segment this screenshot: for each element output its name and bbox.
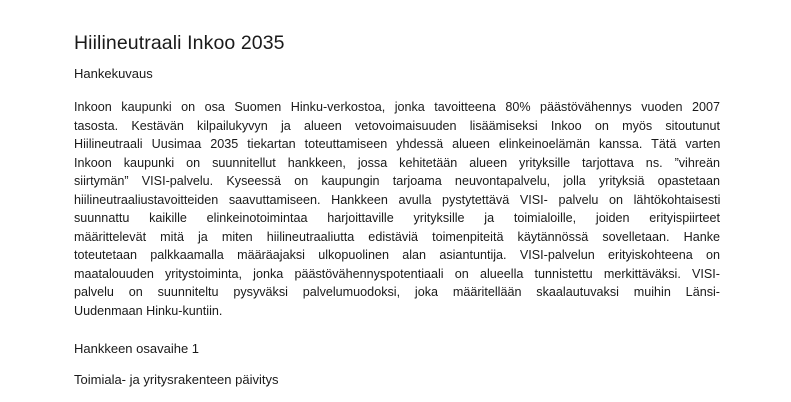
paragraph-line: tasosta. Kestävän kilpailukyvyn ja alueen vetovoimaisuuden lisäämiseksi Inkoo on myös sitoutunut [74, 118, 720, 133]
paragraph-line: Uudenmaan Hinku-kuntiin. [74, 303, 223, 318]
paragraph-line: toteutetaan palkkaamalla määräajaksi ulkopuolinen alan asiantuntija. VISI-palvelun erityiskohteena on [74, 248, 720, 262]
paragraph-line: maatalouuden yritystoiminta, jonka päästövähennyspotentiaali on alueella tunnistettu merkittäväksi. VISI- [74, 266, 720, 281]
paragraph-line: hiilineutraaliustavoitteiden saavuttamiseen. Hankkeen avulla pystytettävä VISI- palvelu on lähtökohtaisesti [74, 192, 721, 207]
paragraph-line: suunnattu kaikille elinkeinotoimintaa harjoittaville yrityksille ja toimialoille, joiden erityispiirteet [74, 211, 720, 225]
document-title: Hiilineutraali Inkoo 2035 [74, 32, 285, 54]
paragraph-line: määrittelevät mitä ja miten hiilineutraaliutta edistäviä toimenpiteitä käytännössä sovelletaan. Hanke [74, 229, 720, 244]
body-paragraph [74, 98, 720, 320]
paragraph-line: siirtymän” VISI-palvelu. Kyseessä on kaupungin tarjoama neuvontapalvelu, jolla yrityksiä opastetaan [74, 174, 720, 188]
paragraph-line: Inkoon kaupunki on osa Suomen Hinku-verkostoa, jonka tavoitteena 80% päästövähennys vuoden 2007 [74, 100, 720, 114]
subheading-topic: Toimiala- ja yritysrakenteen päivitys [74, 372, 279, 387]
paragraph-line: Hiilineutraali Uusimaa 2035 tiekartan toteuttamiseen yhdessä alueen elinkeinoelämän kanssa. Tätä varten [74, 137, 721, 151]
section-heading-hankekuvaus: Hankekuvaus [74, 66, 153, 81]
paragraph-line: Inkoon kaupunki on suunnitellut hankkeen, jossa kehitetään alueen yrityksille tarjottava ns. ”vihreän [74, 155, 721, 170]
paragraph-line: palvelu on suunniteltu pysyväksi palvelumuodoksi, joka määritellään skaalautuvaksi muihin Länsi- [74, 285, 720, 299]
subheading-phase: Hankkeen osavaihe 1 [74, 341, 200, 356]
